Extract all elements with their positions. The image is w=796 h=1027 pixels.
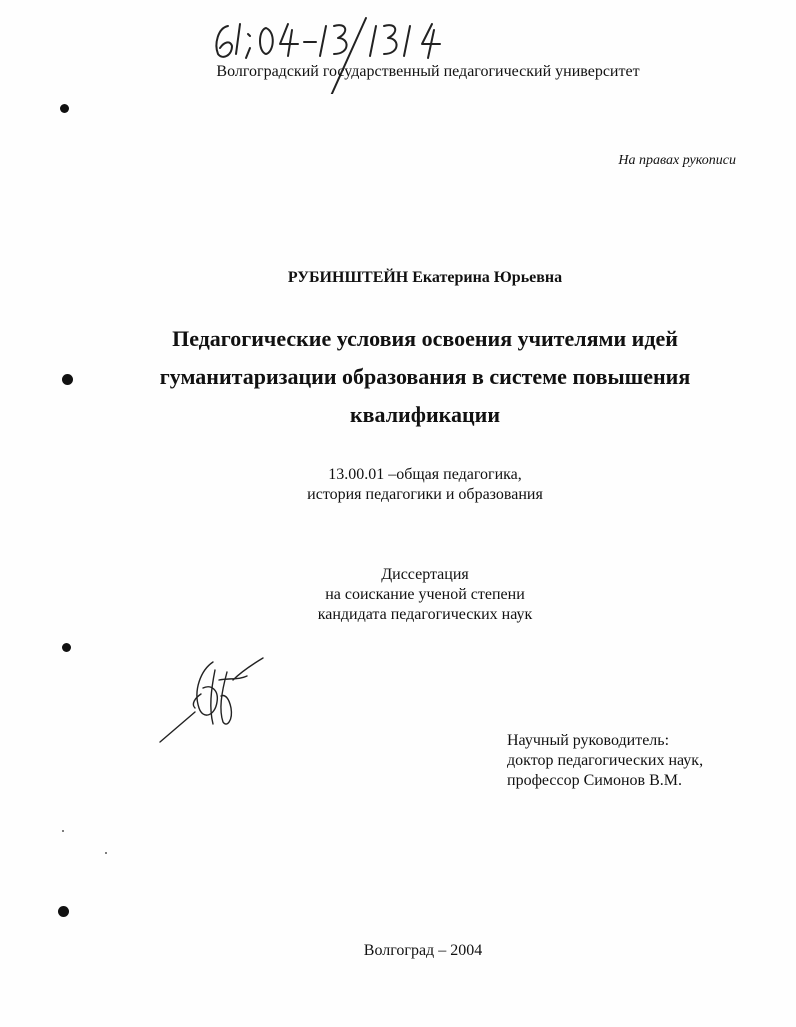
degree-line: на соискание ученой степени — [325, 586, 525, 603]
title-line: Педагогические условия освоения учителями идей — [172, 326, 678, 351]
scan-speck — [105, 852, 107, 854]
city-year: Волгоград – 2004 — [363, 942, 483, 959]
degree-line: кандидата педагогических наук — [317, 606, 533, 623]
signature — [155, 650, 270, 750]
specialty-line: история педагогики и образования — [307, 486, 543, 503]
title-line: гуманитаризации образования в системе повышения — [159, 364, 691, 389]
dissertation-title — [60, 320, 790, 434]
binding-hole-mark — [62, 643, 71, 652]
rights-note: На правах рукописи — [618, 153, 736, 168]
binding-hole-mark — [60, 104, 69, 113]
supervisor-line: Научный руководитель: — [507, 732, 670, 749]
degree-statement — [100, 565, 750, 625]
supervisor-line: доктор педагогических наук, — [507, 752, 704, 769]
specialty-line: 13.00.01 –общая педагогика, — [328, 466, 522, 483]
scan-speck — [62, 830, 64, 832]
scientific-supervisor — [507, 731, 703, 791]
university-name: Волгоградский государственный педагогический университет — [216, 63, 640, 80]
specialty — [100, 465, 750, 505]
title-line: квалификации — [349, 402, 501, 427]
author-name: РУБИНШТЕЙН Екатерина Юрьевна — [287, 269, 563, 286]
degree-line: Диссертация — [381, 566, 469, 583]
binding-hole-mark — [62, 374, 73, 385]
binding-hole-mark — [58, 906, 69, 917]
supervisor-line: профессор Симонов В.М. — [507, 772, 683, 789]
